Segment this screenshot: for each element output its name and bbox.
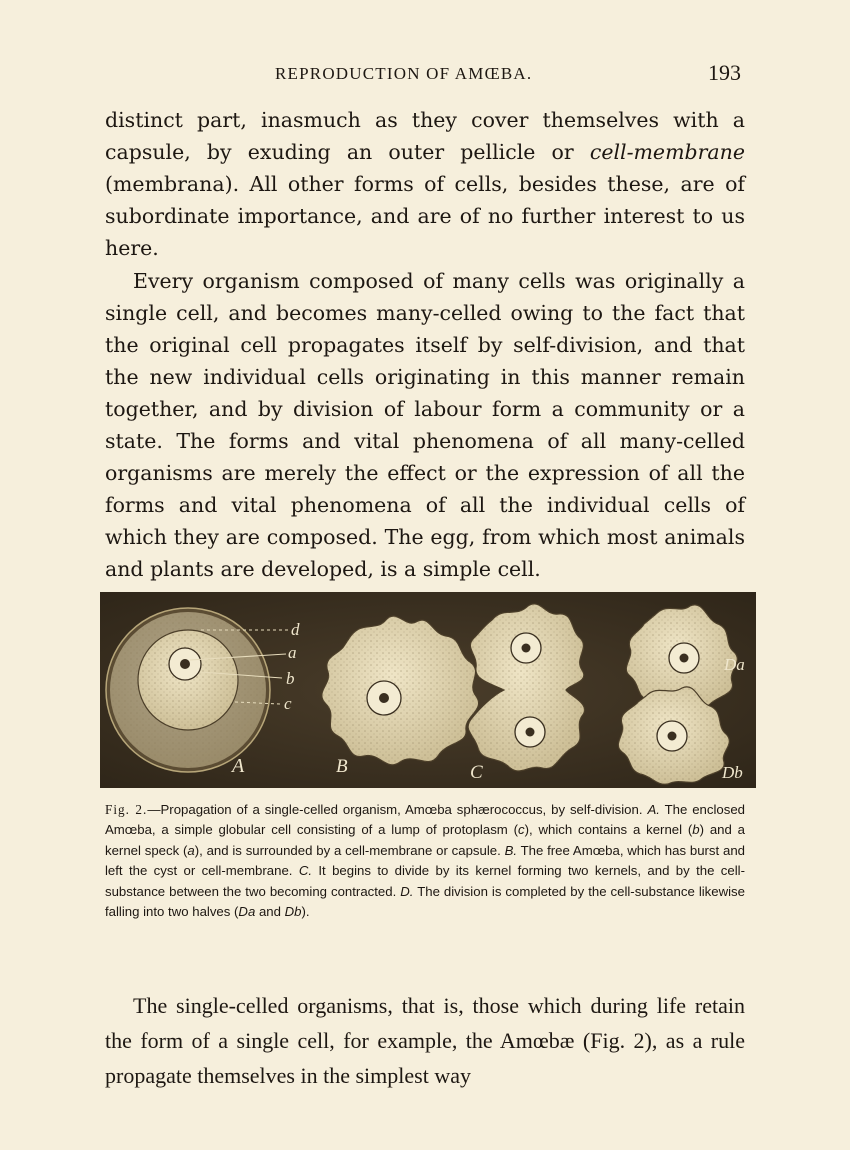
caption-part5: ), and is surrounded by a cell-membrane or capsule. xyxy=(194,842,505,858)
caption-part1: —Propagation of a single-celled organism, Amœba sphærococcus, by self-division. xyxy=(147,802,648,817)
paragraph-1 xyxy=(105,104,745,264)
page-header xyxy=(105,60,745,86)
caption-part6: The free Amœba, which has burst and left the cyst or cell-membrane. xyxy=(105,842,745,879)
caption-C: C. xyxy=(298,863,313,879)
paragraph-3 xyxy=(105,988,745,1093)
caption-D: D. xyxy=(400,883,414,899)
caption-Db: Db xyxy=(284,904,302,920)
caption-part8: The division is completed by the cell-substance likewise falling into two halves ( xyxy=(105,883,745,920)
paragraph-2-text: Every organism composed of many cells was originally a single cell, and becomes many-celled owing to the fact that the original cell propagates itself by self-division, and that the new individual cells originating in this manner remain together, and by division of labour form a community or a state. The forms and vital phenomena of all many-celled organisms are merely the effect or the expression of all the forms and vital phenomena of all the individual cells of which they are composed. The egg, from which most animals and plants are developed, is a simple cell. xyxy=(105,269,745,581)
caption-a: a xyxy=(187,842,195,858)
caption-c: c xyxy=(518,822,525,838)
figure-caption xyxy=(105,800,745,922)
figure-plate xyxy=(100,592,756,788)
figure-label-a: a xyxy=(288,643,297,662)
caption-part2: The enclosed Amœba, a simple globular cell consisting of a lump of protoplasm ( xyxy=(105,802,745,838)
figure-label-A: A xyxy=(232,755,245,777)
figure-label-d: d xyxy=(291,620,300,639)
caption-A: A. xyxy=(647,802,660,817)
running-title: REPRODUCTION OF AMŒBA. xyxy=(275,64,533,83)
figure-label-B: B xyxy=(336,756,348,777)
paragraph-3-text: The single-celled organisms, that is, those which during life retain the form of a single cell, for example, the Amœbæ (Fig. 2), as a rule propagate themselves in the simplest way xyxy=(105,993,745,1088)
paragraph-1-text-b: (membrana). All other forms of cells, besides these, are of subordinate importance, and are of no further interest to us here. xyxy=(105,172,745,260)
paragraph-1-term: cell-membrane xyxy=(589,140,745,164)
figure-label-Db: Db xyxy=(722,763,743,782)
figure-label-Da: Da xyxy=(724,655,745,674)
caption-part3: ), which contains a kernel ( xyxy=(524,822,693,838)
caption-b: b xyxy=(692,822,700,838)
caption-part9: and xyxy=(255,904,285,920)
page-number: 193 xyxy=(708,60,741,85)
figure-label-C: C xyxy=(470,762,483,783)
caption-fig-label: Fig. 2. xyxy=(105,802,148,817)
figure-label-b: b xyxy=(286,669,295,688)
paragraph-2 xyxy=(105,265,745,585)
paragraph-1-text-a: distinct part, inasmuch as they cover themselves with a capsule, by exuding an outer pellicle or xyxy=(105,108,745,164)
caption-part4: ) and a kernel speck ( xyxy=(105,822,745,858)
figure-amoeba-division xyxy=(100,592,756,788)
caption-Da: Da xyxy=(238,904,256,920)
caption-part7: It begins to divide by its kernel forming two kernels, and by the cell-substance between the two becoming contracted. xyxy=(105,863,745,899)
figure-label-c: c xyxy=(284,694,292,713)
caption-B: B. xyxy=(504,842,518,858)
caption-part10: ). xyxy=(301,904,310,920)
